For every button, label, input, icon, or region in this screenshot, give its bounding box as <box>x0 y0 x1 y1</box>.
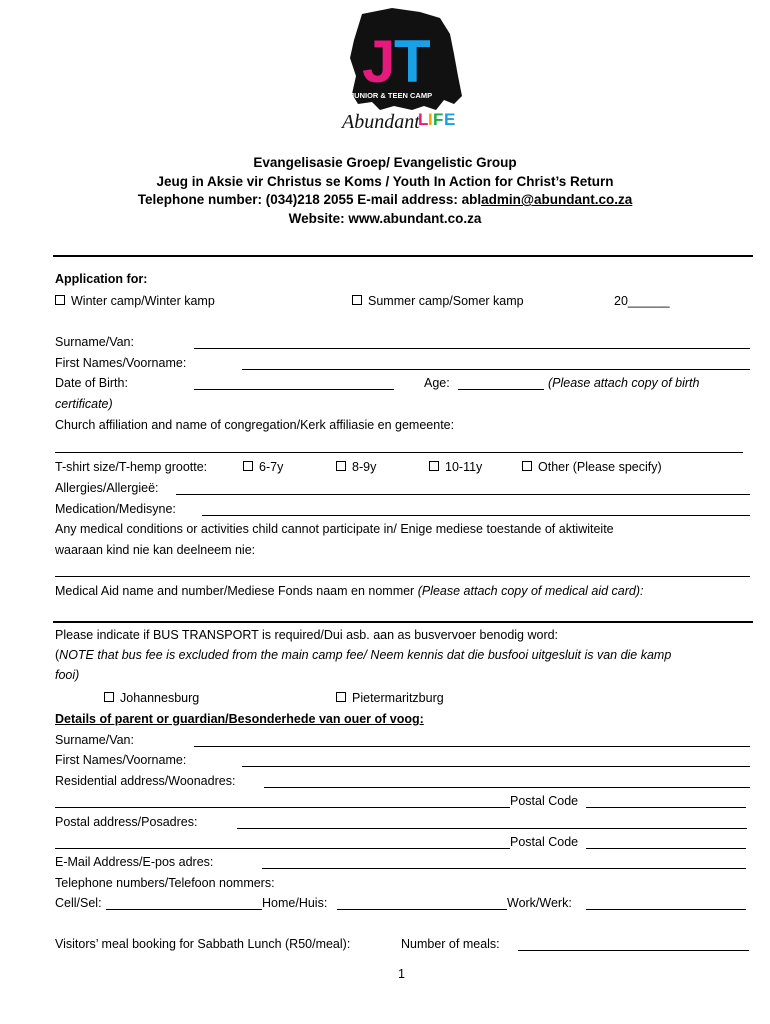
postal-code-label: Postal Code <box>510 794 579 808</box>
bus-transport-label: Please indicate if BUS TRANSPORT is required/Dui asb. aan as busvervoer benodig word: <box>55 628 559 642</box>
logo-letter-j: J <box>362 28 396 95</box>
tshirt-option-other[interactable]: Other (Please specify) <box>522 459 662 475</box>
age-label: Age: <box>424 376 450 390</box>
logo-life-i: I <box>428 110 433 129</box>
parent-first-names-line[interactable] <box>242 766 750 767</box>
first-names-label: First Names/Voorname: <box>55 356 187 370</box>
church-label: Church affiliation and name of congregation/Kerk affiliasie en gemeente: <box>55 418 455 432</box>
checkbox[interactable] <box>522 461 532 471</box>
section-divider <box>53 621 753 623</box>
logo-script-word: Abundant <box>342 111 420 132</box>
checkbox[interactable] <box>243 461 253 471</box>
surname-line[interactable] <box>194 348 750 349</box>
meal-booking-label: Visitors’ meal booking for Sabbath Lunch (R50/meal): <box>55 937 351 951</box>
parent-details-heading: Details of parent or guardian/Besonderhede van ouer of voog: <box>55 712 424 726</box>
conditions-label-cont: waaraan kind nie kan deelneem nie: <box>55 543 256 557</box>
checkbox[interactable] <box>104 692 114 702</box>
medication-label: Medication/Medisyne: <box>55 502 176 516</box>
page-number: 1 <box>398 967 405 981</box>
email-address-line[interactable] <box>262 868 746 869</box>
dob-label: Date of Birth: <box>55 376 128 390</box>
birth-cert-note: (Please attach copy of birth <box>548 376 700 390</box>
checkbox[interactable] <box>55 295 65 305</box>
postal-code-line-2[interactable] <box>586 848 746 849</box>
work-line[interactable] <box>586 909 746 910</box>
bus-fee-note: (NOTE that bus fee is excluded from the main camp fee/ Neem kennis dat die busfooi uitgesluit is van die kamp <box>55 648 672 662</box>
church-line[interactable] <box>55 452 743 453</box>
first-names-line[interactable] <box>242 369 750 370</box>
postal-code-line[interactable] <box>586 807 746 808</box>
application-heading: Application for: <box>55 272 148 286</box>
conditions-line[interactable] <box>55 576 750 577</box>
logo-life-l: L <box>418 110 429 129</box>
phone-email-text: Telephone number: (034)218 2055 E-mail address: abl <box>137 192 482 207</box>
checkbox[interactable] <box>336 461 346 471</box>
tshirt-option-6-7[interactable]: 6-7y <box>243 459 283 475</box>
logo-tagline: JUNIOR & TEEN CAMP <box>350 91 433 100</box>
header-line-2: Jeug in Aksie vir Christus se Koms / Youth In Action for Christ’s Return <box>156 174 614 189</box>
postal-code-label-2: Postal Code <box>510 835 579 849</box>
winter-camp-option[interactable]: Winter camp/Winter kamp <box>55 293 215 309</box>
number-of-meals-line[interactable] <box>518 950 749 951</box>
camp-year-field[interactable]: 20______ <box>614 294 670 308</box>
checkbox[interactable] <box>336 692 346 702</box>
summer-camp-option[interactable]: Summer camp/Somer kamp <box>352 293 524 309</box>
parent-surname-line[interactable] <box>194 746 750 747</box>
telephone-numbers-label: Telephone numbers/Telefoon nommers: <box>55 876 275 890</box>
allergies-line[interactable] <box>176 494 750 495</box>
email-link[interactable]: admin@abundant.co.za <box>481 192 633 207</box>
age-line[interactable] <box>458 389 544 390</box>
bus-fee-note-cont: fooi) <box>55 668 80 682</box>
header-line-1: Evangelisasie Groep/ Evangelistic Group <box>253 155 517 170</box>
surname-label: Surname/Van: <box>55 335 134 349</box>
tshirt-option-8-9[interactable]: 8-9y <box>336 459 376 475</box>
logo-life-f: F <box>433 110 444 129</box>
residential-address-line[interactable] <box>264 787 750 788</box>
birth-cert-note-cont: certificate) <box>55 397 113 411</box>
johannesburg-option[interactable]: Johannesburg <box>104 690 199 706</box>
pietermaritzburg-option[interactable]: Pietermaritzburg <box>336 690 444 706</box>
header-line-3 <box>0 190 770 209</box>
tshirt-label: T-shirt size/T-hemp grootte: <box>55 460 208 474</box>
jt-camp-logo <box>332 6 466 132</box>
work-label: Work/Werk: <box>507 896 572 910</box>
home-line[interactable] <box>337 909 507 910</box>
logo-life-e: E <box>444 110 456 129</box>
tshirt-option-10-11[interactable]: 10-11y <box>429 459 482 475</box>
postal-address-label: Postal address/Posadres: <box>55 815 198 829</box>
header-divider <box>53 255 753 257</box>
cell-line[interactable] <box>106 909 262 910</box>
residential-address-line-2[interactable] <box>55 807 510 808</box>
checkbox[interactable] <box>429 461 439 471</box>
logo-letter-t: T <box>394 28 431 95</box>
postal-address-line-2[interactable] <box>55 848 510 849</box>
allergies-label: Allergies/Allergieë: <box>55 481 159 495</box>
parent-surname-label: Surname/Van: <box>55 733 134 747</box>
parent-first-names-label: First Names/Voorname: <box>55 753 187 767</box>
medical-aid-label: Medical Aid name and number/Mediese Fonds naam en nommer (Please attach copy of medical aid card): <box>55 584 644 598</box>
residential-address-label: Residential address/Woonadres: <box>55 774 236 788</box>
number-of-meals-label: Number of meals: <box>401 937 500 951</box>
medication-line[interactable] <box>202 515 750 516</box>
conditions-label: Any medical conditions or activities child cannot participate in/ Enige mediese toestande of aktiwiteite <box>55 522 614 536</box>
header-line-4: Website: www.abundant.co.za <box>288 211 482 226</box>
dob-line[interactable] <box>194 389 394 390</box>
postal-address-line[interactable] <box>237 828 747 829</box>
cell-label: Cell/Sel: <box>55 896 102 910</box>
home-label: Home/Huis: <box>262 896 328 910</box>
email-address-label: E-Mail Address/E-pos adres: <box>55 855 214 869</box>
medical-aid-note: (Please attach copy of medical aid card): <box>417 584 644 598</box>
checkbox[interactable] <box>352 295 362 305</box>
